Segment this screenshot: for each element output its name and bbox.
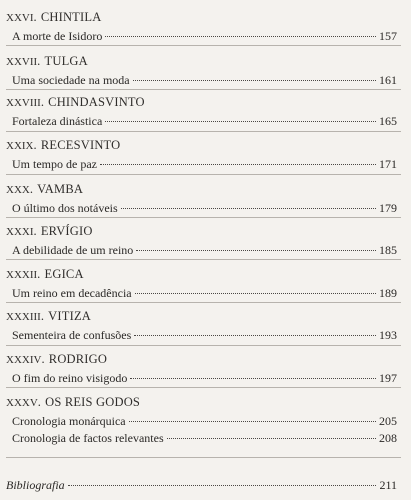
chapter-king: VITIZA — [48, 309, 92, 323]
chapter-subtitle-line — [6, 431, 397, 445]
dot-leader — [135, 293, 376, 294]
bibliography-entry — [6, 474, 397, 492]
page-number: 161 — [379, 73, 397, 87]
chapter-numeral: XXXII — [6, 269, 38, 281]
page-number: 157 — [379, 29, 397, 43]
chapter-subtitle: O último dos notáveis — [12, 201, 118, 215]
chapter-subtitle-line — [6, 286, 397, 300]
chapter-subtitle: A debilidade de um reino — [12, 243, 134, 257]
chapter-subtitle-line — [6, 201, 397, 215]
page-number: 189 — [379, 286, 397, 300]
chapter-king: TULGA — [44, 54, 88, 68]
chapter-subtitle: A morte de Isidoro — [12, 29, 103, 43]
chapter-subtitle-line — [6, 29, 397, 43]
chapter-subtitle: Um tempo de paz — [12, 157, 97, 171]
divider — [6, 174, 401, 175]
bibliography-line — [6, 478, 397, 492]
divider — [6, 345, 401, 346]
divider — [6, 89, 401, 90]
toc-entry — [6, 138, 397, 171]
dot-leader — [105, 121, 376, 122]
chapter-numeral: XXXIII — [6, 311, 41, 323]
toc-entry — [6, 224, 397, 257]
chapter-subtitle-line — [6, 243, 397, 257]
toc-entry — [6, 10, 397, 43]
toc-entry — [6, 267, 397, 300]
divider — [6, 457, 401, 458]
chapter-numeral: XXVI — [6, 12, 34, 24]
toc-entry — [6, 95, 397, 128]
toc-entry — [6, 54, 397, 87]
dot-leader — [105, 36, 376, 37]
chapter-king: CHINDASVINTO — [48, 95, 145, 109]
chapter-numeral: XXXIV — [6, 354, 42, 366]
divider — [6, 45, 401, 46]
chapter-numeral: XXXV — [6, 397, 38, 409]
chapter-heading: XXX . VAMBA — [6, 182, 84, 196]
chapter-numeral: XXX — [6, 184, 30, 196]
dot-leader — [121, 208, 376, 209]
chapter-heading: XXVI . CHINTILA — [6, 10, 102, 24]
page-number: 165 — [379, 114, 397, 128]
chapter-king: VAMBA — [37, 182, 84, 196]
toc-entry-final-chapter — [6, 395, 397, 445]
chapter-heading: XXVII . TULGA — [6, 54, 88, 68]
page-number: 171 — [379, 157, 397, 171]
toc-entry — [6, 182, 397, 215]
dot-leader — [134, 335, 376, 336]
chapter-heading: XXXII . EGICA — [6, 267, 84, 281]
chapter-king: CHINTILA — [40, 10, 102, 24]
toc-entry — [6, 352, 397, 385]
chapter-subtitle: Uma sociedade na moda — [12, 73, 130, 87]
chapter-numeral: XXVIII — [6, 97, 41, 109]
chapter-subtitle-line — [6, 157, 397, 171]
chapter-heading: XXXIV . RODRIGO — [6, 352, 108, 366]
toc-entry — [6, 309, 397, 342]
chapter-king: EGICA — [44, 267, 84, 281]
dot-leader — [130, 378, 376, 379]
chapter-subtitle: O fim do reino visigodo — [12, 371, 128, 385]
chapter-subtitle: Sementeira de confusões — [12, 328, 132, 342]
dot-leader — [133, 80, 376, 81]
chapter-heading: XXXV . OS REIS GODOS — [6, 395, 141, 409]
chapter-king: RODRIGO — [48, 352, 108, 366]
page-number: 185 — [379, 243, 397, 257]
page-number: 179 — [379, 201, 397, 215]
chapter-heading: XXIX . RECESVINTO — [6, 138, 121, 152]
chapter-subtitle: Cronologia de factos relevantes — [12, 431, 164, 445]
chapter-subtitle: Fortaleza dinástica — [12, 114, 103, 128]
dot-leader — [68, 485, 377, 486]
chapter-subtitle-line — [6, 73, 397, 87]
page-number: 208 — [379, 431, 397, 445]
chapter-subtitle-line — [6, 328, 397, 342]
chapter-title: OS REIS GODOS — [45, 395, 141, 409]
chapter-numeral: XXVII — [6, 56, 38, 68]
chapter-heading: XXXIII . VITIZA — [6, 309, 92, 323]
divider — [6, 387, 401, 388]
chapter-subtitle-line — [6, 114, 397, 128]
chapter-king: RECESVINTO — [40, 138, 121, 152]
page-number: 211 — [379, 478, 397, 492]
page-number: 205 — [379, 414, 397, 428]
chapter-heading: XXXI . ERVÍGIO — [6, 224, 93, 238]
divider — [6, 131, 401, 132]
divider — [6, 302, 401, 303]
chapter-subtitle-line — [6, 414, 397, 428]
chapter-subtitle-line — [6, 371, 397, 385]
dot-leader — [136, 250, 376, 251]
dot-leader — [167, 438, 376, 439]
chapter-heading: XXVIII . CHINDASVINTO — [6, 95, 145, 109]
chapter-subtitle: Um reino em decadência — [12, 286, 132, 300]
chapter-king: ERVÍGIO — [40, 224, 93, 238]
bibliography-label: Bibliografia — [6, 478, 65, 492]
dot-leader — [129, 421, 376, 422]
chapter-numeral: XXXI — [6, 226, 34, 238]
page-number: 197 — [379, 371, 397, 385]
chapter-subtitle: Cronologia monárquica — [12, 414, 126, 428]
dot-leader — [100, 164, 376, 165]
divider — [6, 259, 401, 260]
page-number: 193 — [379, 328, 397, 342]
divider — [6, 217, 401, 218]
chapter-numeral: XXIX — [6, 140, 34, 152]
